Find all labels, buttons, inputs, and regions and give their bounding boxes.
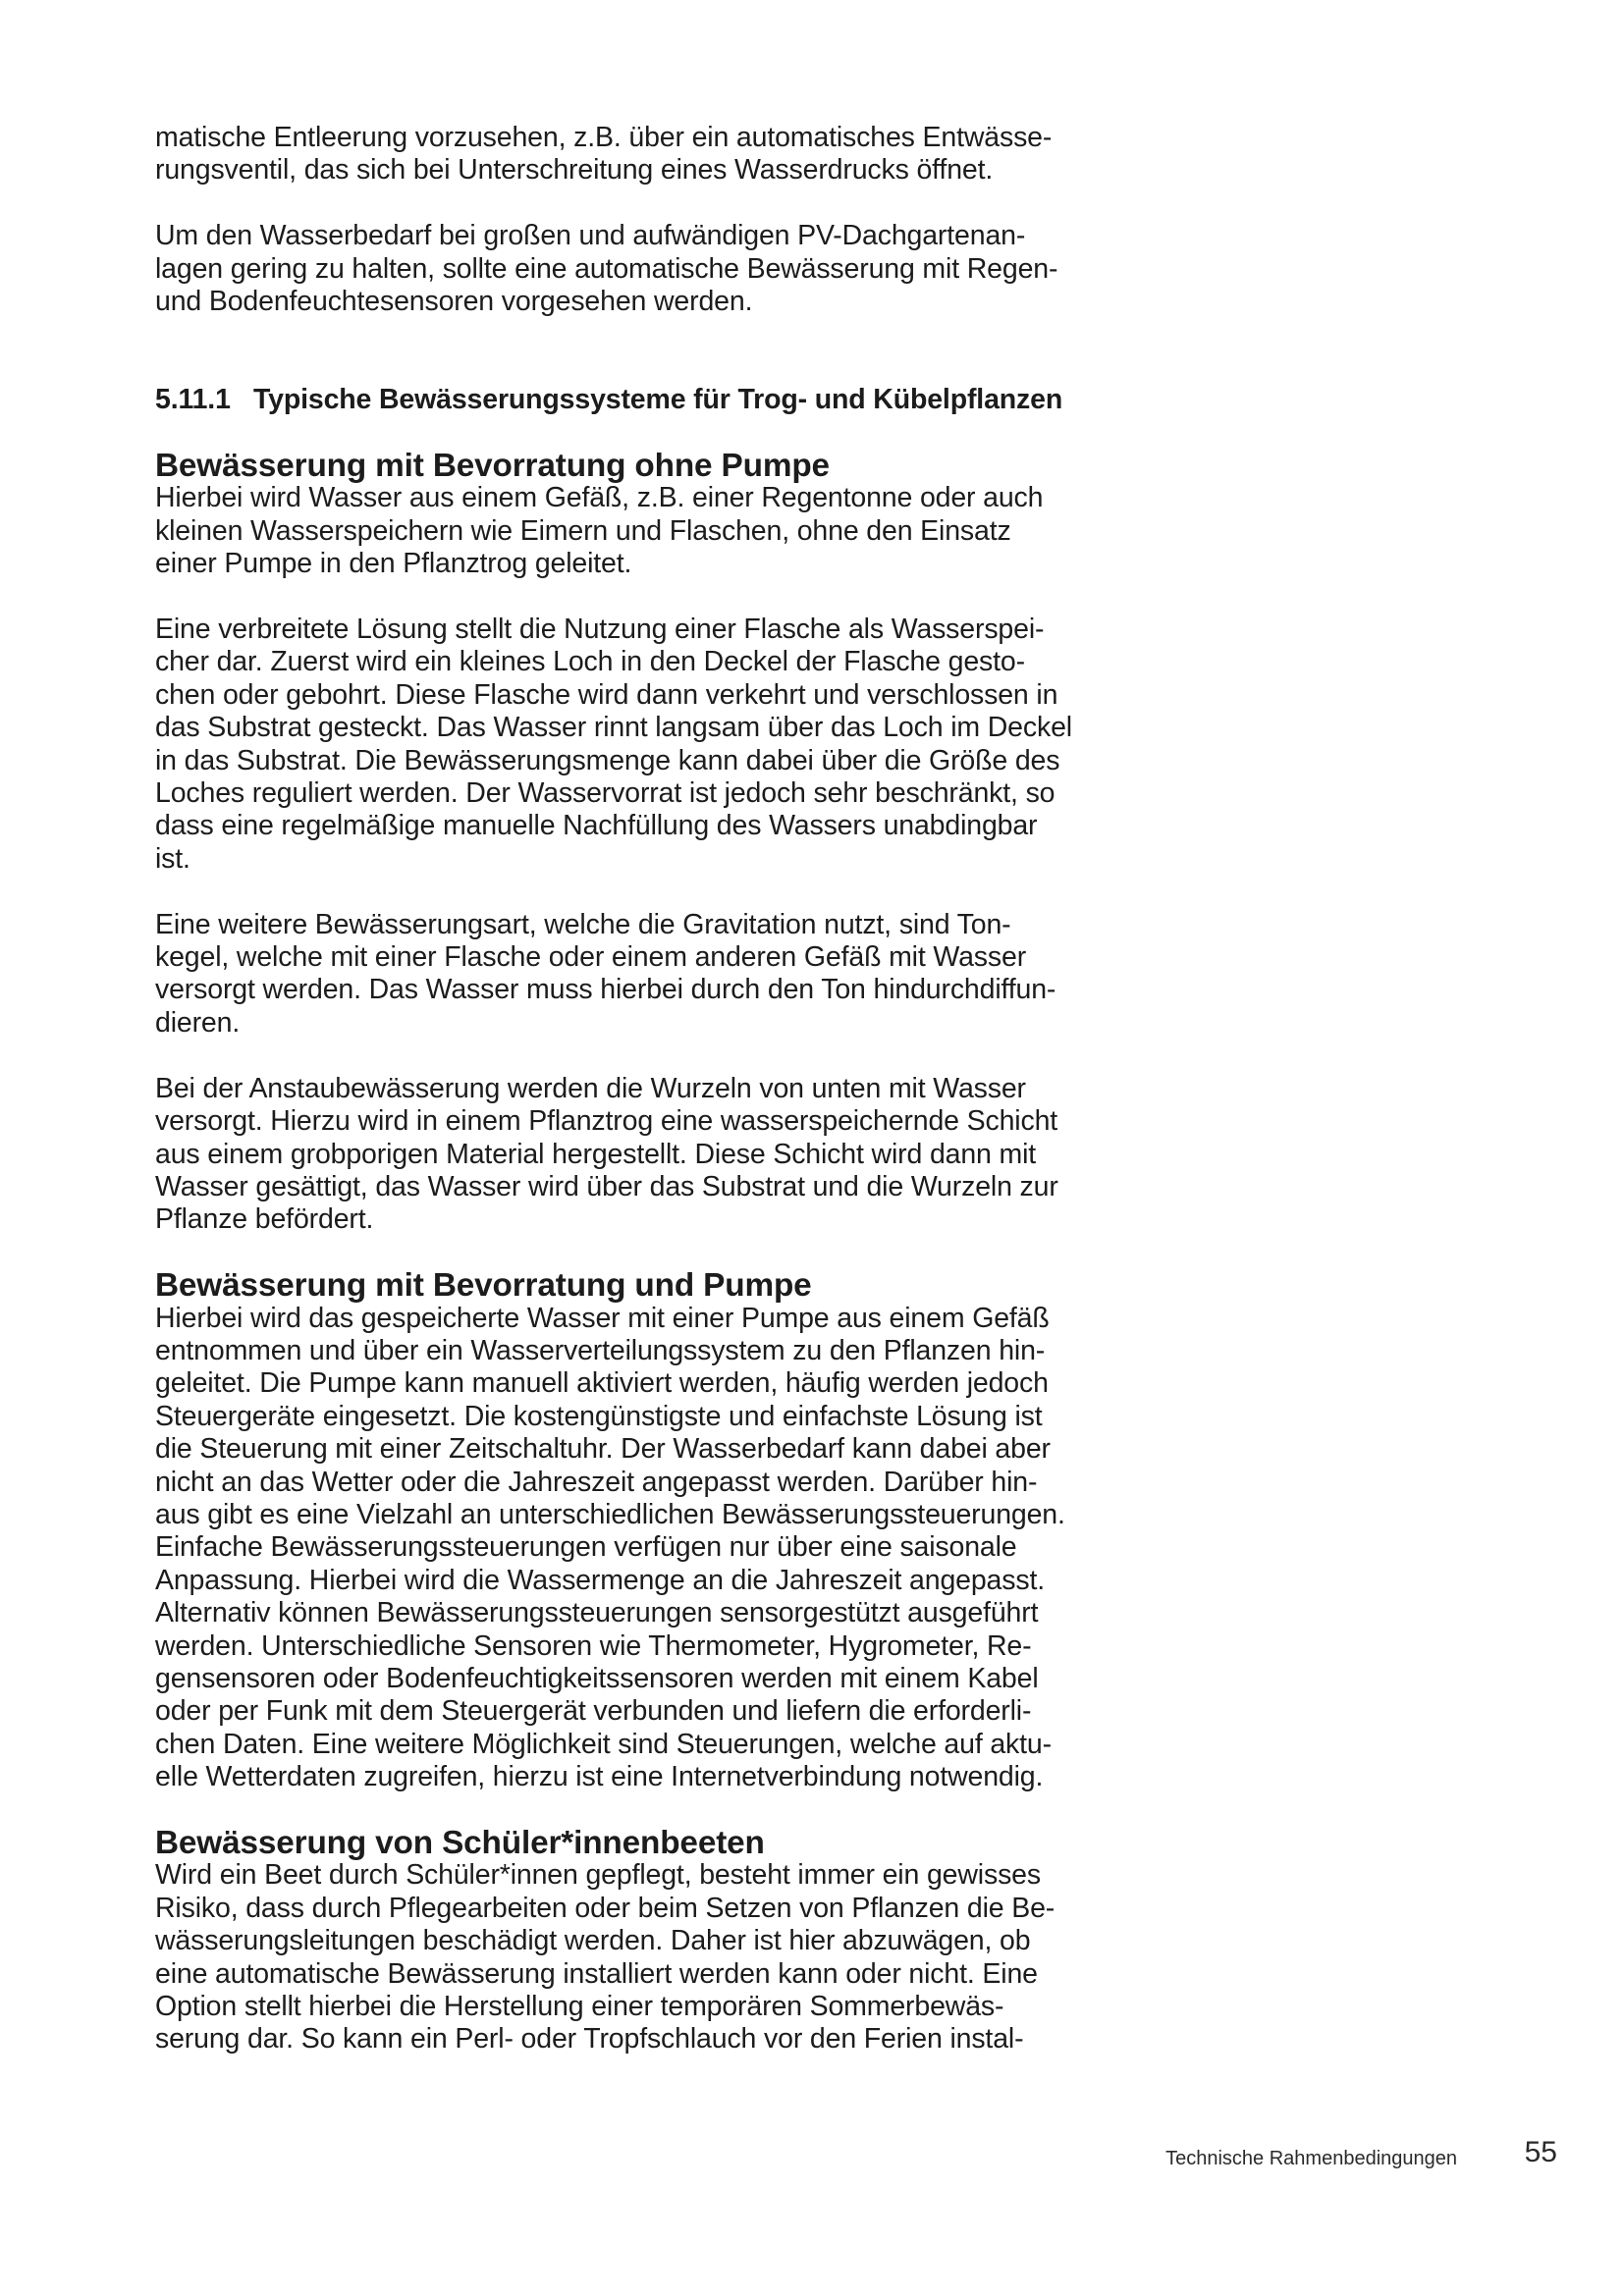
student-beds-paragraph-1: Wird ein Beet durch Schüler*innen gepflegt, besteht immer ein gewisses Risiko, dass durch Pflegearbeiten oder beim Setzen von Pflanzen die Be- wässerungsleitungen beschädigt werden. Daher ist hier abzuwägen, ob eine automatische Bewässerung installiert werden kann oder nicht. Eine Option stellt hierbei die Herstellung einer temporären Sommerbewäs- serung dar. So kann ein Perl- oder Tropfschlauch vor den Ferien instal- <box>155 1859 1056 2056</box>
paragraph-spacer <box>155 1040 1080 1072</box>
intro-paragraph-2: Um den Wasserbedarf bei großen und aufwändigen PV-Dachgartenan- lagen gering zu halten, sollte eine automatische Bewässerung mit Regen- und Bodenfeuchtesensoren vorgesehen werden. <box>155 220 1058 318</box>
section-number: 5.11.1 <box>155 384 231 416</box>
section-spacer <box>155 318 1080 384</box>
section-heading <box>155 384 1080 416</box>
footer-chapter-label: Technische Rahmenbedingungen <box>1165 2148 1457 2169</box>
subsection-heading-student-beds: Bewässerung von Schüler*innenbeeten <box>155 1825 765 1861</box>
no-pump-paragraph-3: Eine weitere Bewässerungsart, welche die Gravitation nutzt, sind Ton- kegel, welche mit einer Flasche oder einem anderen Gefäß mit Wasser versorgt werden. Das Wasser muss hierbei durch den Ton hindurchdiffun- dieren. <box>155 908 1056 1039</box>
intro-paragraph-1: matische Entleerung vorzusehen, z.B. über ein automatisches Entwässe- rungsventil, das sich bei Unterschreitung eines Wasserdrucks öffnet. <box>155 122 1053 187</box>
paragraph-spacer <box>155 417 1080 450</box>
no-pump-paragraph-1: Hierbei wird Wasser aus einem Gefäß, z.B. einer Regentonne oder auch kleinen Wasserspeichern wie Eimern und Flaschen, ohne den Einsatz einer Pumpe in den Pflanztrog geleitet. <box>155 482 1044 580</box>
paragraph-spacer <box>155 581 1080 614</box>
subsection-heading-no-pump: Bewässerung mit Bevorratung ohne Pumpe <box>155 448 830 485</box>
section-title: Typische Bewässerungssysteme für Trog- und Kübelpflanzen <box>253 384 1063 416</box>
paragraph-spacer <box>155 1794 1080 1827</box>
paragraph-spacer <box>155 187 1080 220</box>
page-number: 55 <box>1524 2136 1557 2168</box>
subsection-heading-with-pump: Bewässerung mit Bevorratung und Pumpe <box>155 1267 812 1305</box>
paragraph-spacer <box>155 876 1080 908</box>
no-pump-paragraph-4: Bei der Anstaubewässerung werden die Wurzeln von unten mit Wasser versorgt. Hierzu wird in einem Pflanztrog eine wasserspeichernde Schicht aus einem grobporigen Material hergestellt. Diese Schicht wird dann mit Wasser gesättigt, das Wasser wird über das Substrat und die Wurzeln zur Pflanze befördert. <box>155 1072 1058 1236</box>
paragraph-spacer <box>155 1237 1080 1269</box>
no-pump-paragraph-2: Eine verbreitete Lösung stellt die Nutzung einer Flasche als Wasserspei- cher dar. Zuerst wird ein kleines Loch in den Deckel der Flasche gesto- chen oder gebohrt. Diese Flasche wird dann verkehrt und verschlossen in das Substrat gesteckt. Das Wasser rinnt langsam über das Loch im Deckel in das Substrat. Die Bewässerungsmenge kann dabei über die Größe des Loches reguliert werden. Der Wasservorrat ist jedoch sehr beschränkt, so dass eine regelmäßige manuelle Nachfüllung des Wassers unabdingbar ist. <box>155 614 1072 875</box>
with-pump-paragraph-1: Hierbei wird das gespeicherte Wasser mit einer Pumpe aus einem Gefäß entnommen und über ein Wasserverteilungssystem zu den Pflanzen hin- geleitet. Die Pumpe kann manuell aktiviert werden, häufig werden jedoch Steuergeräte eingesetzt. Die kostengünstigste und einfachste Lösung ist die Steuerung mit einer Zeitschaltuhr. Der Wasserbedarf kann dabei aber nicht an das Wetter oder die Jahreszeit angepasst werden. Darüber hin- aus gibt es eine Vielzahl an unterschiedlichen Bewässerungssteuerungen. Einfache Bewässerungssteuerungen verfügen nur über eine saisonale Anpassung. Hierbei wird die Wassermenge an die Jahreszeit angepasst. Alternativ können Bewässerungssteuerungen sensorgestützt ausgeführt werden. Unterschiedliche Sensoren wie Thermometer, Hygrometer, Re- gensensoren oder Bodenfeuchtigkeitssensoren werden mit einem Kabel oder per Funk mit dem Steuergerät verbunden und liefern die erforderli- chen Daten. Eine weitere Möglichkeit sind Steuerungen, welche auf aktu- elle Wetterdaten zugreifen, hierzu ist eine Internetverbindung notwendig. <box>155 1302 1065 1793</box>
page-footer <box>0 2130 1624 2189</box>
main-text-column <box>155 122 1080 2056</box>
